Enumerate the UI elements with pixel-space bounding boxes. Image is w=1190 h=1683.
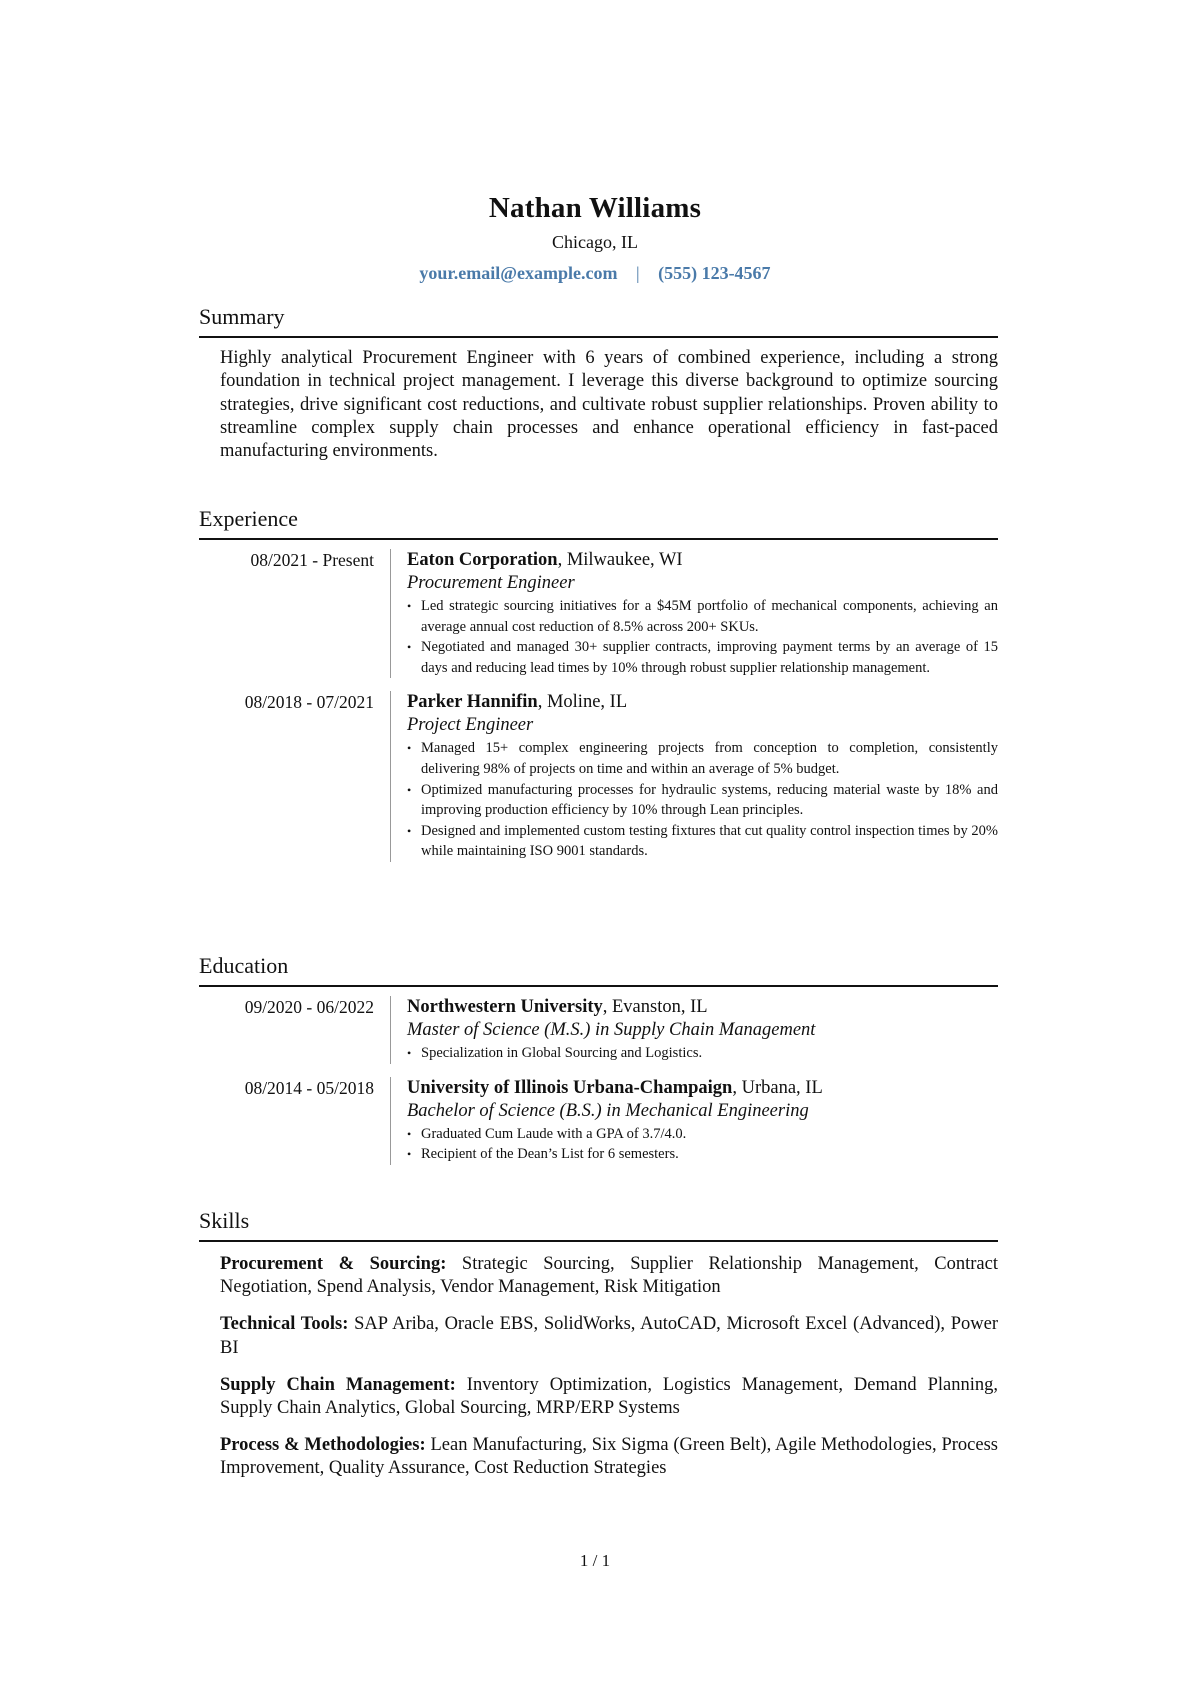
candidate-name: Nathan Williams [488, 192, 702, 224]
education-section [199, 952, 998, 1165]
entry-bullets [407, 1043, 998, 1064]
section-title: Skills [199, 1208, 250, 1233]
entry-role: Project Engineer [407, 715, 534, 736]
entry-organization [407, 996, 998, 1019]
entry-date: 08/2018 - 07/2021 [244, 692, 374, 713]
section-title: Summary [199, 304, 285, 329]
skill-category: Technical Tools: [220, 1314, 349, 1335]
organization-name: Eaton Corporation [407, 550, 558, 570]
education-entry [199, 996, 998, 1064]
skill-group [220, 1313, 998, 1359]
bullet-item: • Recipient of the Dean’s List for 6 semesters. [407, 1144, 998, 1165]
section-title: Experience [199, 506, 298, 531]
entry-organization [407, 691, 998, 714]
candidate-location: Chicago, IL [552, 232, 638, 252]
entry-degree: Master of Science (M.S.) in Supply Chain Management [407, 1020, 816, 1040]
education-entry [199, 1077, 998, 1165]
experience-entry [199, 691, 998, 862]
section-divider [199, 336, 998, 338]
institution-name: Northwestern University [407, 997, 603, 1017]
entry-date: 09/2020 - 06/2022 [244, 997, 374, 1017]
organization-location: , Milwaukee, WI [557, 550, 683, 570]
organization-name: Parker Hannifin [407, 692, 538, 713]
skill-group [220, 1374, 998, 1420]
summary-text: Highly analytical Procurement Engineer with 6 years of combined experience, including a strong foundation in technical project management. I leverage this diverse background to optimize sourcing strategies, drive significant cost reductions, and cultivate robust supplier relationships. Proven ability to streamline complex supply chain processes and enhance operational efficiency in fast-paced manufacturing environments. [220, 348, 998, 462]
skill-group [220, 1434, 998, 1480]
entry-date: 08/2014 - 05/2018 [244, 1077, 374, 1098]
bullet-item: • Negotiated and managed 30+ supplier contracts, improving payment terms by an average of 15 days and reducing lead times by 10% through robust supplier relationship management. [407, 637, 998, 678]
contact-separator: | [635, 263, 640, 283]
skill-list: Strategic Sourcing, Supplier Relationship Management, Contract Negotiation, Spend Analysis, Vendor Management, Risk Mitigation [220, 1254, 998, 1298]
bullet-item: • Optimized manufacturing processes for hydraulic systems, reducing material waste by 18% and improving production efficiency by 10% through Lean principles. [407, 780, 998, 821]
timeline-line [390, 549, 391, 678]
skill-list: Lean Manufacturing, Six Sigma (Green Belt), Agile Methodologies, Process Improvement, Quality Assurance, Cost Reduction Strategies [220, 1435, 999, 1479]
bullet-item: • Led strategic sourcing initiatives for a $45M portfolio of mechanical components, achieving an average annual cost reduction of 8.5% across 200+ SKUs. [407, 596, 998, 637]
timeline-line [390, 691, 391, 862]
experience-entry [199, 549, 998, 678]
phone-link[interactable]: (555) 123-4567 [658, 263, 771, 283]
bullet-item: • Graduated Cum Laude with a GPA of 3.7/4.0. [407, 1124, 998, 1145]
email-link[interactable]: your.email@example.com [419, 263, 618, 283]
entry-bullets [407, 596, 998, 678]
bullet-item: • Specialization in Global Sourcing and Logistics. [407, 1043, 998, 1064]
timeline-line [390, 996, 391, 1064]
entry-bullets [407, 1124, 998, 1165]
resume-header [0, 190, 1190, 286]
section-divider [199, 1240, 998, 1242]
section-divider [199, 538, 998, 540]
timeline-line [390, 1077, 391, 1165]
section-divider [199, 985, 998, 987]
entry-bullets [407, 738, 998, 862]
skill-category: Process & Methodologies: [220, 1435, 426, 1456]
institution-location: , Urbana, IL [732, 1077, 823, 1098]
skill-list: SAP Ariba, Oracle EBS, SolidWorks, AutoCAD, Microsoft Excel (Advanced), Power BI [220, 1314, 998, 1358]
experience-section [199, 505, 998, 862]
skill-category: Procurement & Sourcing: [220, 1254, 447, 1274]
skill-group [220, 1253, 998, 1299]
entry-organization [407, 549, 998, 572]
contact-line [0, 260, 1190, 286]
bullet-item: • Designed and implemented custom testing fixtures that cut quality control inspection times by 20% while maintaining ISO 9001 standards. [407, 821, 998, 862]
page-number: 1 / 1 [579, 1551, 611, 1570]
bullet-item: • Managed 15+ complex engineering projects from conception to completion, consistently delivering 98% of projects on time and within an average of 5% budget. [407, 738, 998, 779]
entry-degree: Bachelor of Science (B.S.) in Mechanical Engineering [407, 1100, 809, 1121]
skill-category: Supply Chain Management: [220, 1374, 456, 1395]
entry-date: 08/2021 - Present [250, 550, 374, 570]
skills-section [199, 1207, 998, 1481]
organization-location: , Moline, IL [537, 692, 628, 713]
institution-name: University of Illinois Urbana-Champaign [407, 1077, 733, 1098]
section-title: Education [199, 953, 289, 978]
institution-location: , Evanston, IL [602, 997, 708, 1017]
entry-organization [407, 1077, 998, 1100]
entry-role: Procurement Engineer [407, 573, 575, 593]
summary-section [199, 303, 998, 463]
skill-list: Inventory Optimization, Logistics Management, Demand Planning, Supply Chain Analytics, Global Sourcing, MRP/ERP Systems [220, 1374, 998, 1419]
